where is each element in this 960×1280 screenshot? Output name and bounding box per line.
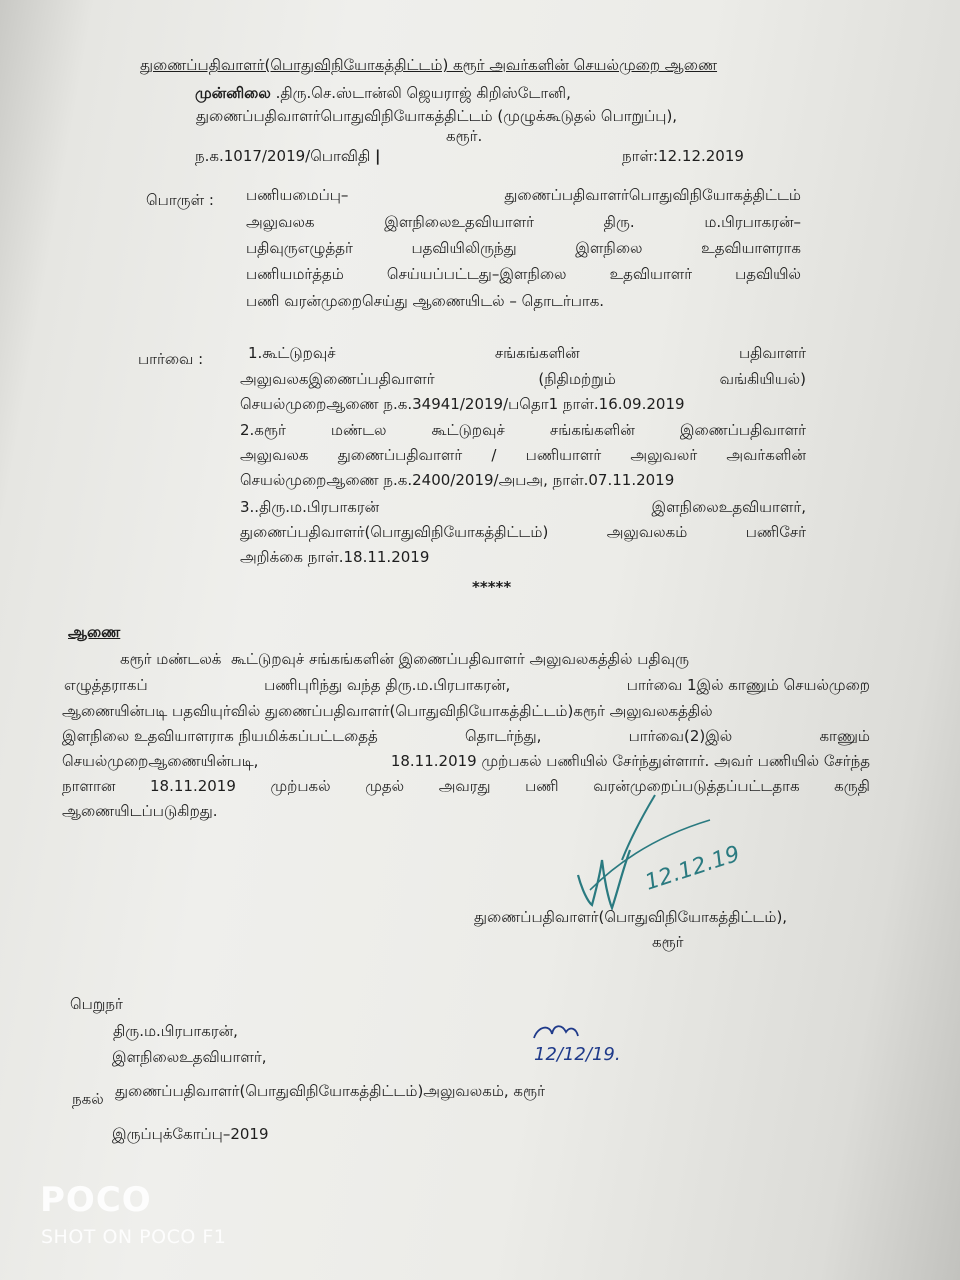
reference-1-line-1: 1.கூட்டுறவுச் சங்கங்களின் பதிவாளர் xyxy=(248,344,806,362)
camera-caption-watermark: SHOT ON POCO F1 xyxy=(41,1226,227,1248)
references-label: பார்வை : xyxy=(138,350,204,368)
recipient-designation: இளநிலைஉதவியாளர், xyxy=(112,1048,267,1066)
officer-designation: துணைப்பதிவாளர்பொதுவிநியோகத்திட்டம் (முழுக்கூடுதல் பொறுப்பு), xyxy=(196,107,678,125)
officer-signature xyxy=(560,790,770,920)
subject-line-3: பதிவுருஎழுத்தர் பதவியிலிருந்து இளநிலை உதவியாளராக xyxy=(246,239,801,257)
reference-1-line-3: செயல்முறைஆணை ந.க.34941/2019/பதொ1 நாள்.16.09.2019 xyxy=(240,395,685,413)
order-line-7: ஆணையிடப்படுகிறது. xyxy=(62,802,218,820)
reference-3-line-1: 3..திரு.ம.பிரபாகரன் இளநிலைஉதவியாளர், xyxy=(240,498,806,516)
recipient-name: திரு.ம.பிரபாகரன், xyxy=(113,1022,238,1040)
reference-2-line-3: செயல்முறைஆணை ந.க.2400/2019/அபஅ, நாள்.07.11.2019 xyxy=(240,471,675,489)
order-heading: ஆணை xyxy=(68,623,121,641)
signatory-designation: துணைப்பதிவாளர்(பொதுவிநியோகத்திட்டம்), xyxy=(474,908,788,926)
camera-brand-watermark: POCO xyxy=(40,1180,152,1220)
recipient-office: துணைப்பதிவாளர்(பொதுவிநியோகத்திட்டம்)அலுவலகம், கரூர் xyxy=(115,1082,545,1100)
presiding-name: .திரு.செ.ஸ்டான்லி ஜெயராஜ் கிறிஸ்டோனி, xyxy=(270,84,571,102)
order-line-6: நாளான 18.11.2019 முற்பகல் முதல் அவரது பணி வரன்முறைப்படுத்தப்பட்டதாக கருதி xyxy=(62,777,870,795)
order-date: நாள்:12.12.2019 xyxy=(622,147,744,165)
order-title: துணைப்பதிவாளர்(பொதுவிநியோகத்திட்டம்) கரூர் அவர்களின் செயல்முறை ஆணை xyxy=(140,56,718,74)
order-line-3: ஆணையின்படி பதவியுர்வில் துணைப்பதிவாளர்(பொதுவிநியோகத்திட்டம்)கரூர் அலுவலகத்தில் xyxy=(62,702,713,720)
copy-file: இருப்புக்கோப்பு–2019 xyxy=(112,1125,269,1143)
reference-3-line-3: அறிக்கை நாள்.18.11.2019 xyxy=(240,548,430,566)
reference-number: ந.க.1017/2019/பொவிதி | xyxy=(195,147,381,165)
presiding-officer-line xyxy=(195,84,571,104)
order-line-2: எழுத்தராகப் பணிபுரிந்து வந்த திரு.ம.பிரபாகரன், பார்வை 1இல் காணும் செயல்முறை xyxy=(64,676,870,694)
references-block xyxy=(240,346,806,574)
signatory-place: கரூர் xyxy=(652,933,684,951)
section-separator: ***** xyxy=(472,578,512,596)
subject-line-5: பணி வரன்முறைசெய்து ஆணையிடல் – தொடர்பாக. xyxy=(246,292,605,310)
reference-2-line-2: அலுவலக துணைப்பதிவாளர் / பணியாளர் அலுவலர் அவர்களின் xyxy=(240,446,806,464)
acknowledgement-initials xyxy=(528,1016,648,1066)
reference-3-line-2: துணைப்பதிவாளர்(பொதுவிநியோகத்திட்டம்) அலுவலகம் பணிசேர் xyxy=(240,523,806,541)
acknowledgement-date: 12/12/19. xyxy=(534,1044,621,1065)
office-place: கரூர். xyxy=(446,127,483,145)
signature-date: 12.12.19 xyxy=(642,841,744,896)
subject-line-2: அலுவலக இளநிலைஉதவியாளர் திரு. ம.பிரபாகரன்– xyxy=(246,213,801,231)
subject-block xyxy=(246,188,801,318)
order-line-4: இளநிலை உதவியாளராக நியமிக்கப்பட்டதைத் தொடர்ந்து, பார்வை(2)இல் காணும் xyxy=(62,727,870,745)
order-line-1: கரூர் மண்டலக் கூட்டுறவுச் சங்கங்களின் இணைப்பதிவாளர் அலுவலகத்தில் பதிவுரு xyxy=(120,650,689,668)
recipient-label: பெறுநர் xyxy=(70,995,123,1013)
copy-label: நகல் xyxy=(72,1090,104,1108)
order-line-5: செயல்முறைஆணையின்படி, 18.11.2019 முற்பகல் பணியில் சேர்ந்துள்ளார். அவர் பணியில் சேர்ந்த xyxy=(62,752,870,770)
subject-line-4: பணியமர்த்தம் செய்யப்பட்டது–இளநிலை உதவியாளர் பதவியில் xyxy=(246,265,801,283)
subject-line-1: பணியமைப்பு– துணைப்பதிவாளர்பொதுவிநியோகத்திட்டம் xyxy=(246,186,801,204)
reference-1-line-2: அலுவலகஇணைப்பதிவாளர் (நிதிமற்றும் வங்கியியல்) xyxy=(240,370,806,388)
reference-2-line-1: 2.கரூர் மண்டல கூட்டுறவுச் சங்கங்களின் இணைப்பதிவாளர் xyxy=(240,421,806,439)
subject-label: பொருள் : xyxy=(146,191,214,209)
presiding-label: முன்னிலை xyxy=(195,84,271,102)
